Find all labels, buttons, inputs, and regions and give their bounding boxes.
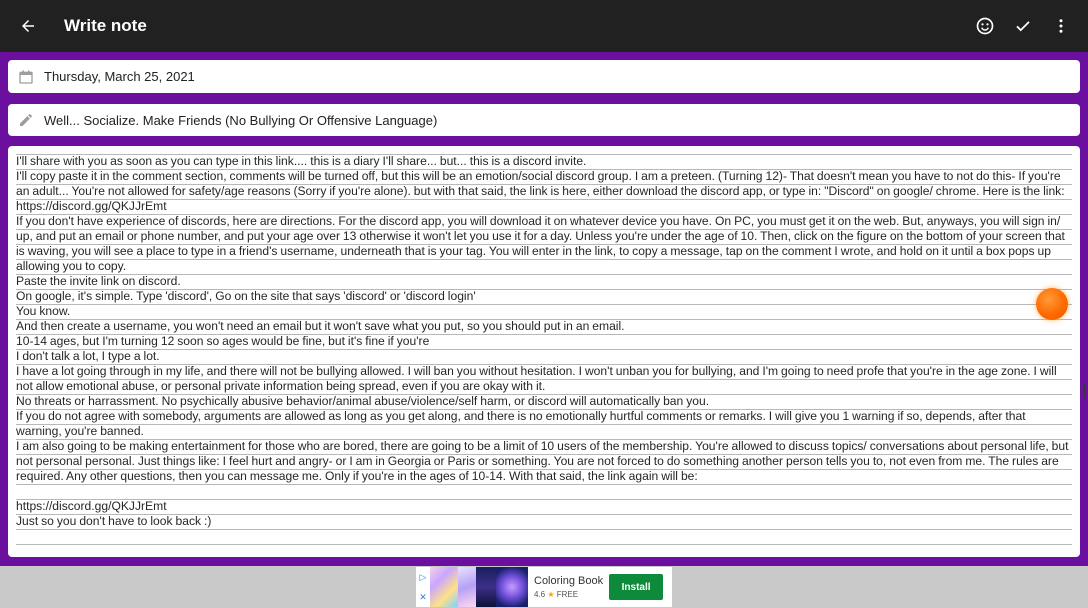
note-paragraph: I am also going to be making entertainment for those who are bored, there are going to be a limit of 10 users of the membership. You're allowed to discuss topics/ conversations about personal life, but not personal personal. Just things like: I feel hurt and angry- or I am in Georgia or Paris or something. You are not forced to do something another person tells you to, not even from me. The rules are required. Any other questions, then you can message me. Only if you're in the ages of 10-14. With that said, the link again will be: <box>16 439 1069 483</box>
ad-meta <box>534 575 603 599</box>
calendar-icon <box>8 69 44 85</box>
page-title: Write note <box>64 16 147 35</box>
star-icon: ★ <box>547 590 555 599</box>
ad-thumbnails <box>430 567 528 607</box>
ad-rating-value: 4.6 <box>534 590 546 599</box>
ad-price: FREE <box>556 590 579 599</box>
pencil-icon <box>8 112 44 128</box>
subject-value: Well... Socialize. Make Friends (No Bullying Or Offensive Language) <box>44 112 438 128</box>
note-paragraph: 10-14 ages, but I'm turning 12 soon so ages would be fine, but it's fine if you're <box>16 334 430 348</box>
install-button[interactable]: Install <box>609 574 663 600</box>
note-body-textarea[interactable] <box>8 146 1080 557</box>
note-paragraph <box>16 484 1072 499</box>
note-paragraph: You know. <box>16 304 71 318</box>
date-field[interactable] <box>8 60 1080 93</box>
note-paragraph: If you don't have experience of discords, here are directions. For the discord app, you will download it on whatever device you have. On PC, you must get it on the web. But, anyways, you will sign in/ up, and put an email or phone number, and put your age over 13 otherwise it won't let you use it for a day. Unless you're under the age of 10. Then, click on the figure on the bottom of your screen that is waving, you will see a place to type in a friend's username, underneath that is your tag. You will enter in the link, to copy a message, tap on the comment I wrote, and hold on it until a box pops up allowing you to copy. <box>16 214 1065 273</box>
check-icon[interactable] <box>1004 0 1042 52</box>
ad-thumb <box>458 567 476 607</box>
app-bar <box>0 0 1088 52</box>
ad-choices[interactable] <box>416 567 430 607</box>
note-paragraph: And then create a username, you won't need an email but it won't save what you put, so you should put in an email. <box>16 319 625 333</box>
note-paragraph: No threats or harrassment. No psychically abusive behavior/animal abuse/violence/self harm, or discord will automatically ban you. <box>16 394 710 408</box>
note-paragraph: I'll share with you as soon as you can type in this link.... this is a diary I'll share... but... this is a discord invite. <box>16 154 587 168</box>
ad-thumb <box>476 567 496 607</box>
note-paragraph: https://discord.gg/QKJJrEmt <box>16 499 167 513</box>
emoji-icon[interactable] <box>966 0 1004 52</box>
note-paragraph: On google, it's simple. Type 'discord', Go on the site that says 'discord' or 'discord login' <box>16 289 476 303</box>
ad-info-icon[interactable]: ▷ <box>419 571 427 582</box>
back-arrow-icon[interactable] <box>0 0 56 52</box>
note-paragraph: I have a lot going through in my life, and there will not be bullying allowed. I will ban you without hesitation. I won't unban you for bullying, and I'm going to need profe that you're in the age zone. I will not allow emotional abuse, or personal private information being spread, even if you are okay with it. <box>16 364 1057 393</box>
note-paragraph: I'll copy paste it in the comment section, comments will be turned off, but this will be an emotion/social discord group. I am a preteen. (Turning 12)- That doesn't mean you have to not do this- If you're an adult... You're not allowed for safety/age reasons (Sorry if you're alone). but with that said, the link is here, either download the discord app, or type in: "Discord" on google/ chrome. Here is the link: https://discord.gg/QKJJrEmt <box>16 169 1065 213</box>
note-paragraph: Paste the invite link on discord. <box>16 274 181 288</box>
date-value: Thursday, March 25, 2021 <box>44 69 195 84</box>
ad-rating <box>534 590 603 599</box>
subject-field[interactable] <box>8 104 1080 136</box>
note-paragraph: If you do not agree with somebody, arguments are allowed as long as you get along, and there is no emotionally hurtful comments or remarks. I will give you 1 warning if so, depends, after that warning, you're banned. <box>16 409 1026 438</box>
ad-app-name: Coloring Book <box>534 575 604 587</box>
ad-thumb <box>430 567 458 607</box>
more-vert-icon[interactable] <box>1042 0 1080 52</box>
note-text <box>16 154 1072 549</box>
ad-banner[interactable] <box>416 567 672 607</box>
ad-close-icon[interactable]: ✕ <box>419 591 427 602</box>
note-paragraph: I don't talk a lot, I type a lot. <box>16 349 160 363</box>
floating-bubble[interactable] <box>1036 288 1068 320</box>
edge-handle[interactable] <box>1084 384 1088 398</box>
ad-app-icon <box>496 567 528 607</box>
note-paragraph: Just so you don't have to look back :) <box>16 514 212 528</box>
